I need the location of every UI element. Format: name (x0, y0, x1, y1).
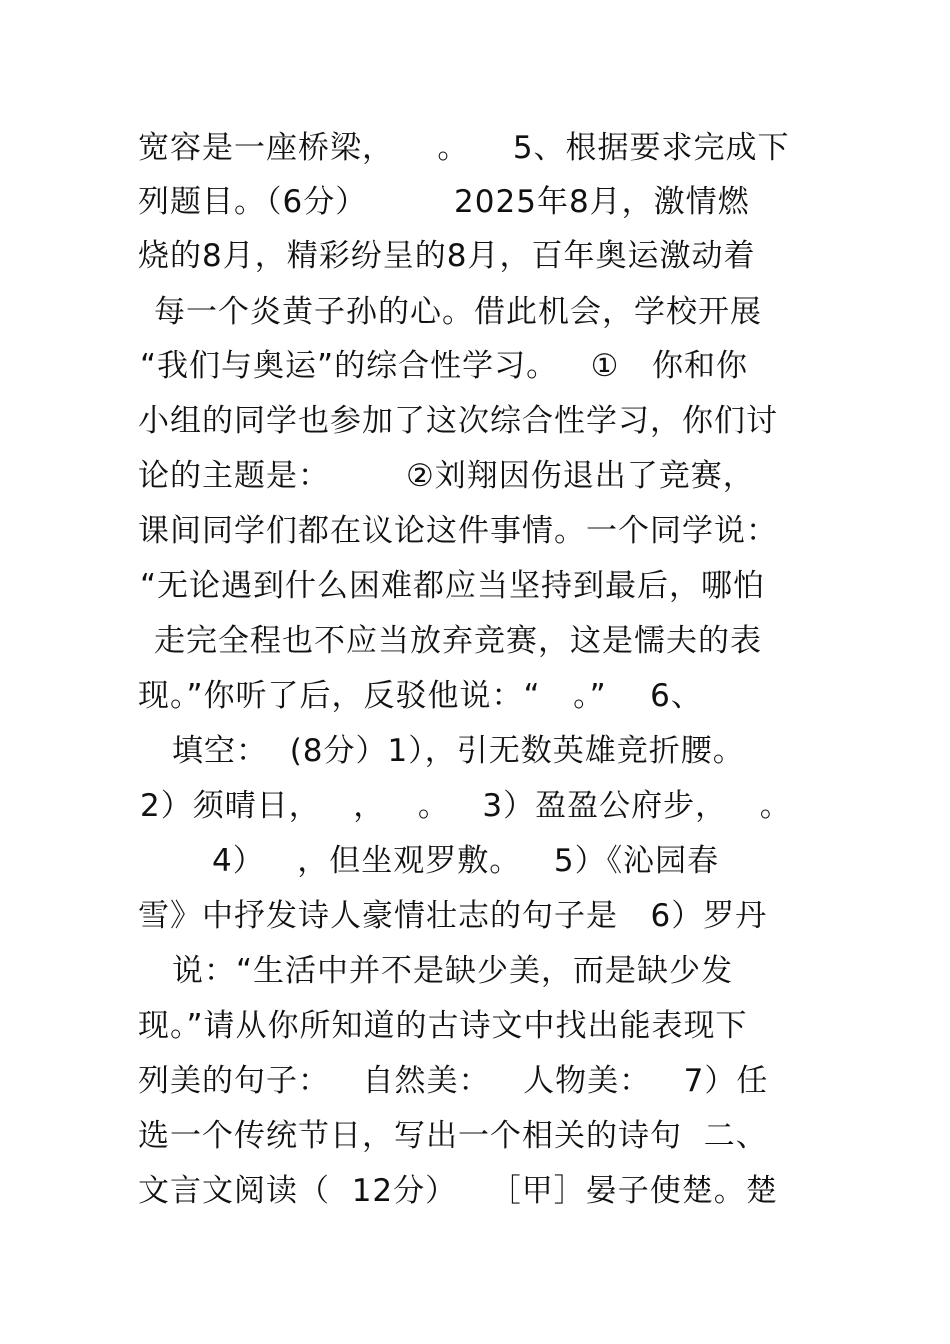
text-line-5: “我们与奥运”的综合性学习。 ① 你和你 (140, 348, 749, 384)
text-line-8: 课间同学们都在议论这件事情。一个同学说： (138, 513, 778, 549)
text-line-11: 现。”你听了后，反驳他说：“ 。” 6、 (138, 678, 703, 714)
text-line-15: 雪》中抒发诗人豪情壮志的句子是 6）罗丹 (138, 898, 768, 934)
text-line-3: 烧的8月，精彩纷呈的8月，百年奥运激动着 (138, 238, 756, 274)
text-line-13: 2）须晴日， ， 。 3）盈盈公府步， 。 (140, 788, 792, 824)
text-line-6: 小组的同学也参加了这次综合性学习，你们讨 (138, 403, 778, 439)
text-line-4: 每一个炎黄子孙的心。借此机会，学校开展 (154, 294, 762, 330)
text-line-7: 论的主题是： ②刘翔因伤退出了竞赛， (138, 458, 755, 494)
text-line-19: 选一个传统节日，写出一个相关的诗句 二、 (138, 1118, 768, 1154)
text-line-16: 说：“生活中并不是缺少美，而是缺少发 (172, 953, 734, 989)
text-line-12: 填空： (8分）1），引无数英雄竞折腰。 (172, 733, 745, 769)
text-line-1: 宽容是一座桥梁， 。 5、根据要求完成下 (138, 130, 790, 166)
text-line-2: 列题目。（6分） 2025年8月，激情燃 (138, 184, 750, 220)
text-line-18: 列美的句子： 自然美： 人物美： 7）任 (138, 1063, 769, 1099)
text-line-14: 4） ，但坐观罗敷。 5）《沁园春 (212, 843, 720, 879)
text-line-9: “无论遇到什么困难都应当坚持到最后，哪怕 (140, 568, 766, 604)
text-line-10: 走完全程也不应当放弃竞赛，这是懦夫的表 (154, 623, 762, 659)
text-line-20: 文言文阅读（ 12分） ［甲］晏子使楚。楚 (138, 1173, 778, 1209)
text-line-17: 现。”请从你所知道的古诗文中找出能表现下 (138, 1008, 748, 1044)
